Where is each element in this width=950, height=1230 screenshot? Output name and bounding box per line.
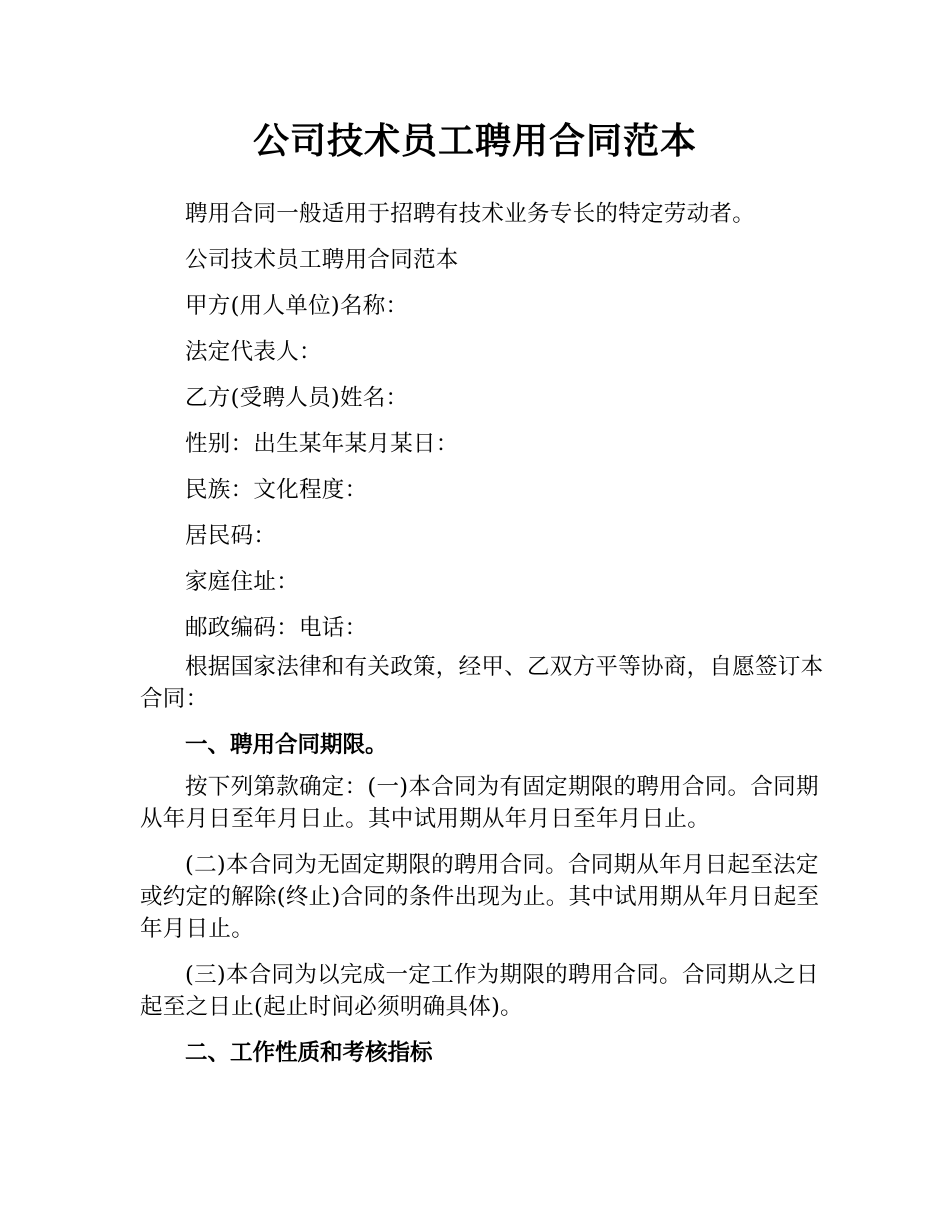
section-1-heading: 一、聘用合同期限。	[185, 732, 388, 758]
section-1-clause-2: (二)本合同为无固定期限的聘用合同。合同期从年月日起至法定或约定的解除(终止)合同的条件出现为止。其中试用期从年月日起至年月日止。	[140, 852, 820, 942]
section-1-clause-3: (三)本合同为以完成一定工作为期限的聘用合同。合同期从之日起至之日止(起止时间必须明确具体)。	[140, 962, 819, 1020]
field-employee-name: 乙方(受聘人员)姓名：	[185, 385, 409, 411]
section-1-clause-1: 按下列第款确定：(一)本合同为有固定期限的聘用合同。合同期从年月日至年月日止。其中试用期从年月日至年月日止。	[140, 774, 819, 832]
document-title: 公司技术员工聘用合同范本	[252, 121, 697, 162]
paragraph-intro: 聘用合同一般适用于招聘有技术业务专长的特定劳动者。	[185, 201, 756, 227]
field-ethnicity-education: 民族：文化程度：	[185, 477, 368, 503]
field-id-number: 居民码：	[185, 523, 277, 549]
document-body	[140, 198, 830, 1079]
paragraph-agreement-basis: 根据国家法律和有关政策，经甲、乙双方平等协商，自愿签订本合同：	[140, 654, 824, 712]
field-home-address: 家庭住址：	[185, 569, 300, 595]
field-legal-representative: 法定代表人：	[185, 339, 322, 365]
paragraph-subtitle: 公司技术员工聘用合同范本	[185, 247, 459, 273]
field-gender-birthdate: 性别：出生某年某月某日：	[185, 431, 459, 457]
field-postcode-phone: 邮政编码：电话：	[185, 615, 368, 641]
field-employer-name: 甲方(用人单位)名称：	[185, 293, 409, 319]
section-2-heading: 二、工作性质和考核指标	[185, 1040, 433, 1066]
